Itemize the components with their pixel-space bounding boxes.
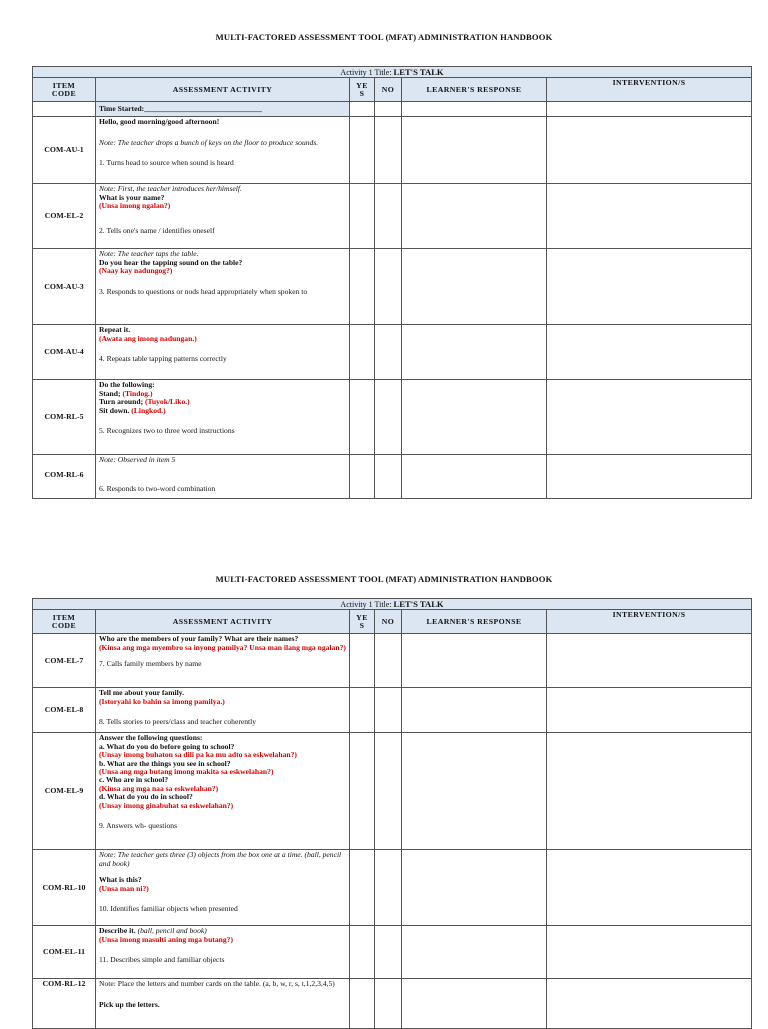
no-cell[interactable] [375, 117, 402, 184]
assessment-table [32, 598, 752, 1029]
table-row [33, 184, 752, 249]
column-yes: YE S [350, 610, 375, 634]
item-code: COM-AU-3 [33, 249, 96, 325]
activity-cell: Tell me about your family. (Istoryahi ko bahin sa imong pamilya.) 8. Tells stories to peers/class and teacher coherently [96, 688, 350, 733]
table-row [33, 979, 752, 1029]
table-header-row [33, 78, 752, 102]
table-row [33, 455, 752, 499]
no-cell[interactable] [375, 850, 402, 926]
response-cell[interactable] [402, 117, 547, 184]
intervention-cell[interactable] [547, 926, 752, 979]
activity-cell: Who are the members of your family? What are their names? (Kinsa ang mga myembro sa inyong pamilya? Unsa man ilang mga ngalan?) 7. Calls family members by name [96, 634, 350, 688]
item-code: COM-RL-5 [33, 380, 96, 455]
yes-cell[interactable] [350, 249, 375, 325]
column-no: NO [375, 610, 402, 634]
page-title: MULTI-FACTORED ASSESSMENT TOOL (MFAT) ADMINISTRATION HANDBOOK [215, 32, 553, 42]
no-cell[interactable] [375, 979, 402, 1029]
activity-title: Activity 1 Title: LET'S TALK [33, 67, 752, 78]
activity-cell: Note: The teacher gets three (3) objects from the box one at a time. (ball, pencil and book) What is this? (Unsa man ni?) 10. Identifies familiar objects when presented [96, 850, 350, 926]
no-cell[interactable] [375, 102, 402, 117]
yes-cell[interactable] [350, 688, 375, 733]
no-cell[interactable] [375, 325, 402, 380]
yes-cell[interactable] [350, 926, 375, 979]
intervention-cell[interactable] [547, 634, 752, 688]
yes-cell[interactable] [350, 733, 375, 850]
column-interventions: INTERVENTION/S [547, 610, 752, 634]
activity-cell: Answer the following questions: a. What do you do before going to school? (Unsay imong buhaton sa dili pa ka mu adto sa eskwelahan?) b. What are the things you see in school? (Unsa ang mga butang imong makita sa eskwelahan?) c. Who are in school? (Kinsa ang mga naa sa eskwelahan?) d. What do you do in school? (Unsay imong ginabuhat sa eskwelahan?) 9. Answers wh- questions [96, 733, 350, 850]
column-item-code: ITEM CODE [33, 610, 96, 634]
intervention-cell[interactable] [547, 325, 752, 380]
table-row [33, 380, 752, 455]
response-cell[interactable] [402, 184, 547, 249]
table-row [33, 325, 752, 380]
response-cell[interactable] [402, 634, 547, 688]
table-row [33, 634, 752, 688]
no-cell[interactable] [375, 926, 402, 979]
intervention-cell[interactable] [547, 380, 752, 455]
time-started: Time Started:_______________________________ [96, 102, 350, 117]
yes-cell[interactable] [350, 380, 375, 455]
activity-cell: Note: Observed in item 5 6. Responds to two-word combination [96, 455, 350, 499]
table-row [33, 249, 752, 325]
response-cell[interactable] [402, 380, 547, 455]
activity-title-row [33, 599, 752, 610]
assessment-table [32, 66, 752, 499]
column-assessment-activity: ASSESSMENT ACTIVITY [96, 610, 350, 634]
intervention-cell[interactable] [547, 117, 752, 184]
activity-title: Activity 1 Title: LET'S TALK [33, 599, 752, 610]
intervention-cell[interactable] [547, 249, 752, 325]
table-row [33, 117, 752, 184]
column-learners-response: LEARNER'S RESPONSE [402, 78, 547, 102]
time-started-row [33, 102, 752, 117]
item-code: COM-EL-9 [33, 733, 96, 850]
no-cell[interactable] [375, 184, 402, 249]
table-row [33, 733, 752, 850]
response-cell[interactable] [402, 249, 547, 325]
yes-cell[interactable] [350, 634, 375, 688]
yes-cell[interactable] [350, 455, 375, 499]
response-cell[interactable] [402, 325, 547, 380]
column-item-code: ITEM CODE [33, 78, 96, 102]
activity-title-row [33, 67, 752, 78]
item-code: COM-EL-2 [33, 184, 96, 249]
item-code: COM-RL-12 [33, 979, 96, 1029]
activity-cell: Do the following: Stand; (Tindog.) Turn around; (Tuyok/Liko.) Sit down. (Lingkod.) 5. Recognizes two to three word instructions [96, 380, 350, 455]
item-code: COM-EL-8 [33, 688, 96, 733]
item-code: COM-RL-10 [33, 850, 96, 926]
table-row [33, 688, 752, 733]
column-yes: YE S [350, 78, 375, 102]
intervention-cell[interactable] [547, 979, 752, 1029]
intervention-cell[interactable] [547, 688, 752, 733]
item-code: COM-AU-1 [33, 117, 96, 184]
yes-cell[interactable] [350, 184, 375, 249]
yes-cell[interactable] [350, 102, 375, 117]
response-cell[interactable] [402, 979, 547, 1029]
column-no: NO [375, 78, 402, 102]
table-header-row [33, 610, 752, 634]
activity-cell: Repeat it. (Awata ang imong nadungan.) 4. Repeats table tapping patterns correctly [96, 325, 350, 380]
yes-cell[interactable] [350, 117, 375, 184]
no-cell[interactable] [375, 455, 402, 499]
intervention-cell[interactable] [547, 455, 752, 499]
yes-cell[interactable] [350, 979, 375, 1029]
intervention-cell[interactable] [547, 184, 752, 249]
intervention-cell[interactable] [547, 733, 752, 850]
column-interventions: INTERVENTION/S [547, 78, 752, 102]
yes-cell[interactable] [350, 850, 375, 926]
no-cell[interactable] [375, 733, 402, 850]
intervention-cell[interactable] [547, 102, 752, 117]
response-cell[interactable] [402, 926, 547, 979]
activity-cell: Note: First, the teacher introduces her/himself. What is your name? (Unsa imong ngalan?) 2. Tells one's name / identifies oneself [96, 184, 350, 249]
no-cell[interactable] [375, 688, 402, 733]
column-assessment-activity: ASSESSMENT ACTIVITY [96, 78, 350, 102]
item-code: COM-EL-11 [33, 926, 96, 979]
intervention-cell[interactable] [547, 850, 752, 926]
no-cell[interactable] [375, 249, 402, 325]
activity-cell: Note: Place the letters and number cards on the table. (a, b, w, r, s, t,1,2,3,4,5) Pick up the letters. [96, 979, 350, 1029]
item-code: COM-AU-4 [33, 325, 96, 380]
item-code: COM-EL-7 [33, 634, 96, 688]
item-code: COM-RL-6 [33, 455, 96, 499]
table-row [33, 850, 752, 926]
activity-cell: Describe it. (ball, pencil and book) (Unsa imong masulti aning mga butang?) 11. Describes simple and familiar objects [96, 926, 350, 979]
yes-cell[interactable] [350, 325, 375, 380]
no-cell[interactable] [375, 380, 402, 455]
no-cell[interactable] [375, 634, 402, 688]
response-cell[interactable] [402, 688, 547, 733]
response-cell[interactable] [402, 455, 547, 499]
response-cell[interactable] [402, 102, 547, 117]
activity-cell: Hello, good morning/good afternoon! Note: The teacher drops a bunch of keys on the floor to produce sounds. 1. Turns head to source when sound is heard [96, 117, 350, 184]
response-cell[interactable] [402, 850, 547, 926]
response-cell[interactable] [402, 733, 547, 850]
activity-cell: Note: The teacher taps the table. Do you hear the tapping sound on the table? (Naay kay nadungog?) 3. Responds to questions or nods head appropriately when spoken to [96, 249, 350, 325]
column-learners-response: LEARNER'S RESPONSE [402, 610, 547, 634]
page-title: MULTI-FACTORED ASSESSMENT TOOL (MFAT) ADMINISTRATION HANDBOOK [215, 574, 553, 584]
table-row [33, 926, 752, 979]
